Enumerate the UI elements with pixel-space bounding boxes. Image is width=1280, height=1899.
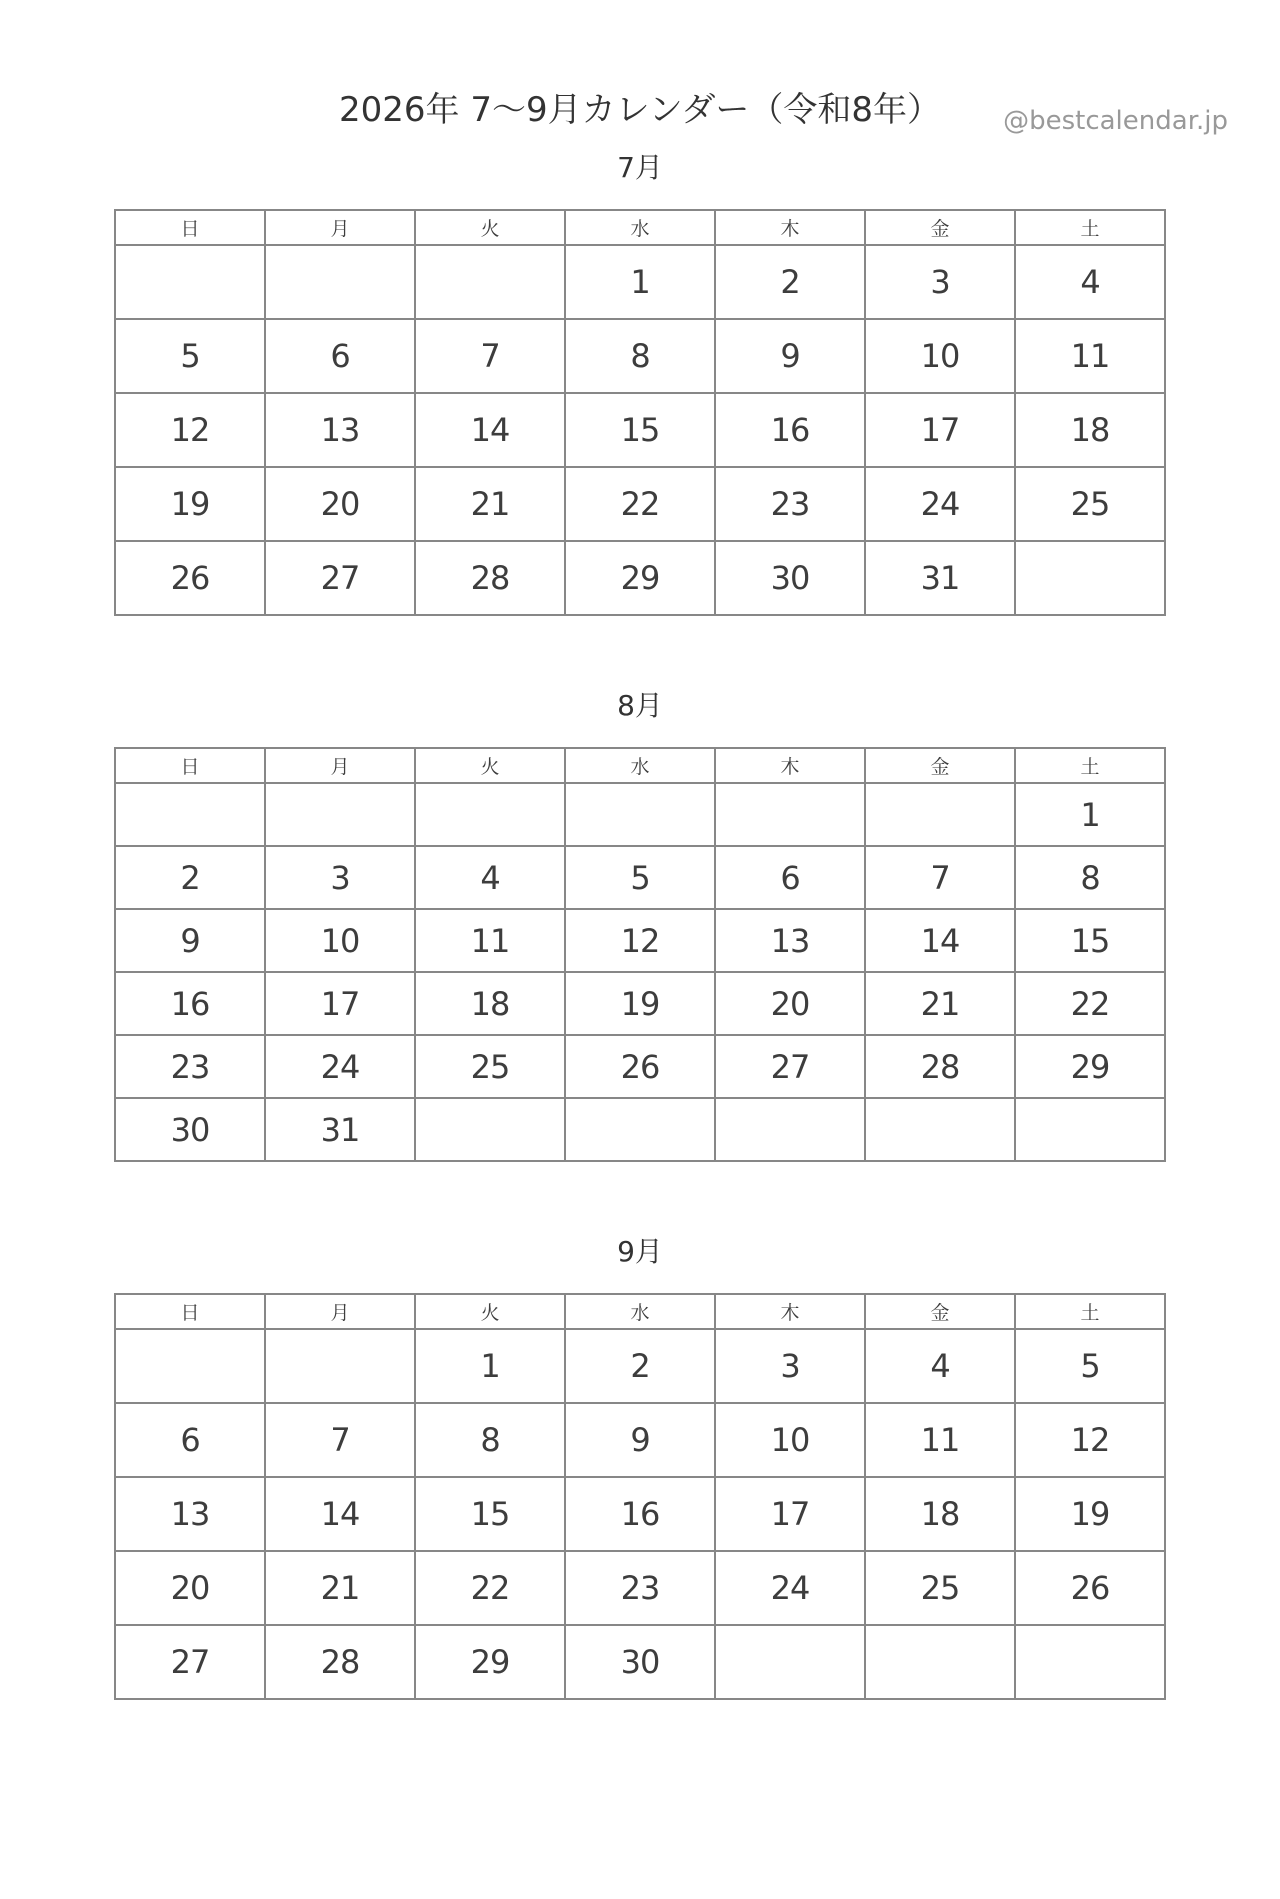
- day-cell: 16: [715, 393, 865, 467]
- week-row: [115, 245, 1165, 319]
- day-cell: 11: [1015, 319, 1165, 393]
- months-container: [0, 150, 1280, 1700]
- weekday-header: 月: [265, 210, 415, 245]
- calendar-table: [114, 747, 1166, 1162]
- week-row: [115, 909, 1165, 972]
- day-cell: 28: [415, 541, 565, 615]
- day-cell: 31: [865, 541, 1015, 615]
- day-cell: 7: [415, 319, 565, 393]
- day-cell: 10: [715, 1403, 865, 1477]
- day-cell: 9: [115, 909, 265, 972]
- day-cell-empty: [265, 245, 415, 319]
- day-cell: 14: [265, 1477, 415, 1551]
- day-cell: 30: [565, 1625, 715, 1699]
- day-cell: 4: [1015, 245, 1165, 319]
- day-cell: 6: [715, 846, 865, 909]
- day-cell: 8: [565, 319, 715, 393]
- day-cell: 29: [565, 541, 715, 615]
- day-cell: 26: [565, 1035, 715, 1098]
- day-cell: 17: [865, 393, 1015, 467]
- day-cell: 20: [715, 972, 865, 1035]
- day-cell: 15: [1015, 909, 1165, 972]
- day-cell: 3: [715, 1329, 865, 1403]
- day-cell: 19: [115, 467, 265, 541]
- day-cell: 6: [265, 319, 415, 393]
- day-cell: 23: [115, 1035, 265, 1098]
- day-cell-empty: [565, 1098, 715, 1161]
- month-label: 8月: [617, 689, 663, 722]
- day-cell-empty: [1015, 1625, 1165, 1699]
- day-cell: 3: [865, 245, 1015, 319]
- weekday-header: 木: [715, 210, 865, 245]
- week-row: [115, 783, 1165, 846]
- calendar-table: [114, 1293, 1166, 1700]
- day-cell: 13: [715, 909, 865, 972]
- day-cell: 7: [265, 1403, 415, 1477]
- day-cell: 13: [265, 393, 415, 467]
- day-cell: 11: [865, 1403, 1015, 1477]
- day-cell-empty: [415, 783, 565, 846]
- weekday-header: 日: [115, 210, 265, 245]
- week-row: [115, 319, 1165, 393]
- week-row: [115, 1477, 1165, 1551]
- day-cell: 29: [415, 1625, 565, 1699]
- day-cell: 12: [1015, 1403, 1165, 1477]
- day-cell-empty: [265, 783, 415, 846]
- day-cell: 18: [415, 972, 565, 1035]
- day-cell: 17: [265, 972, 415, 1035]
- day-cell: 8: [415, 1403, 565, 1477]
- day-cell-empty: [865, 783, 1015, 846]
- watermark: @bestcalendar.jp: [1003, 106, 1228, 136]
- day-cell: 2: [115, 846, 265, 909]
- day-cell: 22: [565, 467, 715, 541]
- day-cell: 4: [865, 1329, 1015, 1403]
- weekday-header: 土: [1015, 1294, 1165, 1329]
- day-cell-empty: [115, 245, 265, 319]
- day-cell: 17: [715, 1477, 865, 1551]
- day-cell: 16: [565, 1477, 715, 1551]
- weekday-header: 金: [865, 1294, 1015, 1329]
- day-cell: 21: [265, 1551, 415, 1625]
- day-cell: 28: [865, 1035, 1015, 1098]
- day-cell: 26: [115, 541, 265, 615]
- day-cell: 21: [865, 972, 1015, 1035]
- weekday-header: 月: [265, 748, 415, 783]
- day-cell: 24: [715, 1551, 865, 1625]
- day-cell: 30: [115, 1098, 265, 1161]
- weekday-header: 火: [415, 748, 565, 783]
- day-cell: 29: [1015, 1035, 1165, 1098]
- weekday-header: 水: [565, 210, 715, 245]
- weekday-header: 日: [115, 1294, 265, 1329]
- day-cell: 23: [715, 467, 865, 541]
- day-cell-empty: [415, 1098, 565, 1161]
- weekday-header: 木: [715, 748, 865, 783]
- week-row: [115, 1551, 1165, 1625]
- day-cell: 16: [115, 972, 265, 1035]
- day-cell-empty: [115, 1329, 265, 1403]
- day-cell: 30: [715, 541, 865, 615]
- weekday-header: 土: [1015, 210, 1165, 245]
- weekday-header: 土: [1015, 748, 1165, 783]
- day-cell: 6: [115, 1403, 265, 1477]
- day-cell: 26: [1015, 1551, 1165, 1625]
- weekday-header: 金: [865, 210, 1015, 245]
- month-label: 7月: [617, 151, 663, 184]
- day-cell: 23: [565, 1551, 715, 1625]
- weekday-header: 日: [115, 748, 265, 783]
- week-row: [115, 393, 1165, 467]
- day-cell: 8: [1015, 846, 1165, 909]
- day-cell: 31: [265, 1098, 415, 1161]
- week-row: [115, 1098, 1165, 1161]
- day-cell: 13: [115, 1477, 265, 1551]
- day-cell: 27: [265, 541, 415, 615]
- weekday-header: 金: [865, 748, 1015, 783]
- day-cell: 5: [565, 846, 715, 909]
- week-row: [115, 1403, 1165, 1477]
- month-section: [0, 1234, 1280, 1700]
- page-title: 2026年 7〜9月カレンダー（令和8年）: [338, 90, 942, 130]
- month-section: [0, 150, 1280, 616]
- weekday-header: 水: [565, 1294, 715, 1329]
- weekday-header: 火: [415, 1294, 565, 1329]
- weekday-header: 火: [415, 210, 565, 245]
- weekday-header-row: [115, 1294, 1165, 1329]
- day-cell-empty: [715, 1098, 865, 1161]
- day-cell: 18: [1015, 393, 1165, 467]
- week-row: [115, 972, 1165, 1035]
- weekday-header: 水: [565, 748, 715, 783]
- day-cell: 14: [865, 909, 1015, 972]
- week-row: [115, 1329, 1165, 1403]
- day-cell: 19: [1015, 1477, 1165, 1551]
- day-cell: 11: [415, 909, 565, 972]
- day-cell-empty: [715, 1625, 865, 1699]
- day-cell: 22: [415, 1551, 565, 1625]
- week-row: [115, 541, 1165, 615]
- day-cell: 20: [265, 467, 415, 541]
- week-row: [115, 1625, 1165, 1699]
- month-label: 9月: [617, 1235, 663, 1268]
- day-cell: 20: [115, 1551, 265, 1625]
- day-cell: 12: [565, 909, 715, 972]
- day-cell: 9: [565, 1403, 715, 1477]
- day-cell-empty: [865, 1625, 1015, 1699]
- day-cell-empty: [715, 783, 865, 846]
- day-cell: 4: [415, 846, 565, 909]
- day-cell: 1: [1015, 783, 1165, 846]
- day-cell-empty: [265, 1329, 415, 1403]
- day-cell: 21: [415, 467, 565, 541]
- day-cell-empty: [415, 245, 565, 319]
- day-cell: 2: [715, 245, 865, 319]
- day-cell: 3: [265, 846, 415, 909]
- day-cell: 18: [865, 1477, 1015, 1551]
- day-cell-empty: [565, 783, 715, 846]
- day-cell: 12: [115, 393, 265, 467]
- day-cell: 27: [115, 1625, 265, 1699]
- day-cell: 10: [265, 909, 415, 972]
- week-row: [115, 467, 1165, 541]
- day-cell: 10: [865, 319, 1015, 393]
- day-cell-empty: [115, 783, 265, 846]
- weekday-header-row: [115, 748, 1165, 783]
- day-cell: 1: [565, 245, 715, 319]
- day-cell: 28: [265, 1625, 415, 1699]
- month-section: [0, 688, 1280, 1162]
- day-cell: 22: [1015, 972, 1165, 1035]
- day-cell-empty: [1015, 1098, 1165, 1161]
- day-cell: 2: [565, 1329, 715, 1403]
- weekday-header: 木: [715, 1294, 865, 1329]
- day-cell: 25: [415, 1035, 565, 1098]
- day-cell-empty: [865, 1098, 1015, 1161]
- weekday-header: 月: [265, 1294, 415, 1329]
- day-cell: 27: [715, 1035, 865, 1098]
- calendar-table: [114, 209, 1166, 616]
- week-row: [115, 846, 1165, 909]
- day-cell: 24: [265, 1035, 415, 1098]
- day-cell: 15: [565, 393, 715, 467]
- day-cell: 5: [115, 319, 265, 393]
- day-cell-empty: [1015, 541, 1165, 615]
- day-cell: 25: [1015, 467, 1165, 541]
- week-row: [115, 1035, 1165, 1098]
- day-cell: 14: [415, 393, 565, 467]
- day-cell: 25: [865, 1551, 1015, 1625]
- day-cell: 15: [415, 1477, 565, 1551]
- day-cell: 5: [1015, 1329, 1165, 1403]
- day-cell: 24: [865, 467, 1015, 541]
- day-cell: 9: [715, 319, 865, 393]
- day-cell: 7: [865, 846, 1015, 909]
- day-cell: 19: [565, 972, 715, 1035]
- day-cell: 1: [415, 1329, 565, 1403]
- weekday-header-row: [115, 210, 1165, 245]
